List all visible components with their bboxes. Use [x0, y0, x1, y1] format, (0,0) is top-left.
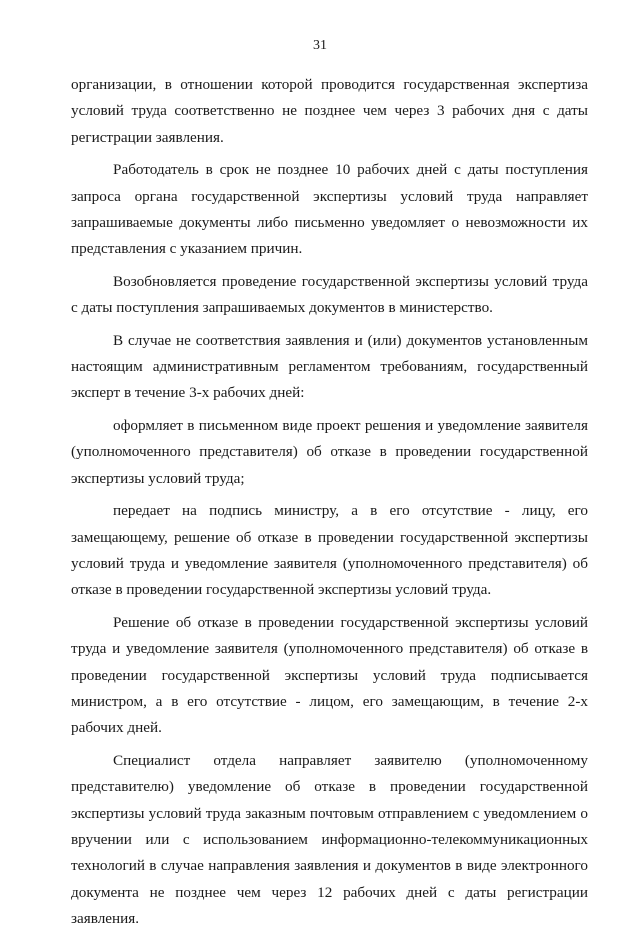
- paragraph: Специалист отдела направляет заявителю (уполномоченному представителю) уведомление об отказе в проведении государственной экспертизы условий труда заказным почтовым отправлением с уведомлением о вручении или с использованием информационно-телекоммуникационных технологий в случае направления заявления и документов в виде электронного документа не позднее чем через 12 рабочих дней с даты регистрации заявления.: [71, 751, 588, 928]
- page-number: 31: [313, 38, 327, 53]
- paragraph: передает на подпись министру, а в его отсутствие - лицу, его замещающему, решение об отказе в проведении государственной экспертизы условий труда и уведомление заявителя (уполномоченного представителя) об отказе в проведении государственной экспертизы условий труда.: [71, 502, 588, 599]
- document-body: [71, 72, 588, 939]
- paragraph: Работодатель в срок не позднее 10 рабочих дней с даты поступления запроса органа государственной экспертизы условий труда направляет запрашиваемые документы либо письменно уведомляет о невозможности их представления с указанием причин.: [71, 161, 588, 258]
- paragraph: оформляет в письменном виде проект решения и уведомление заявителя (уполномоченного представителя) об отказе в проведении государственной экспертизы условий труда;: [71, 416, 588, 487]
- paragraph: организации, в отношении которой проводится государственная экспертиза условий труда соответственно не позднее чем через 3 рабочих дня с даты регистрации заявления.: [71, 76, 588, 146]
- paragraph: В случае не соответствия заявления и (или) документов установленным настоящим административным регламентом требованиям, государственный эксперт в течение 3-х рабочих дней:: [71, 331, 588, 402]
- paragraph: Решение об отказе в проведении государственной экспертизы условий труда и уведомление заявителя (уполномоченного представителя) об отказе в проведении государственной экспертизы условий труда подписывается министром, а в его отсутствие - лицом, его замещающим, в течение 2-х рабочих дней.: [71, 613, 588, 737]
- paragraph: Возобновляется проведение государственной экспертизы условий труда с даты поступления запрашиваемых документов в министерство.: [71, 272, 588, 317]
